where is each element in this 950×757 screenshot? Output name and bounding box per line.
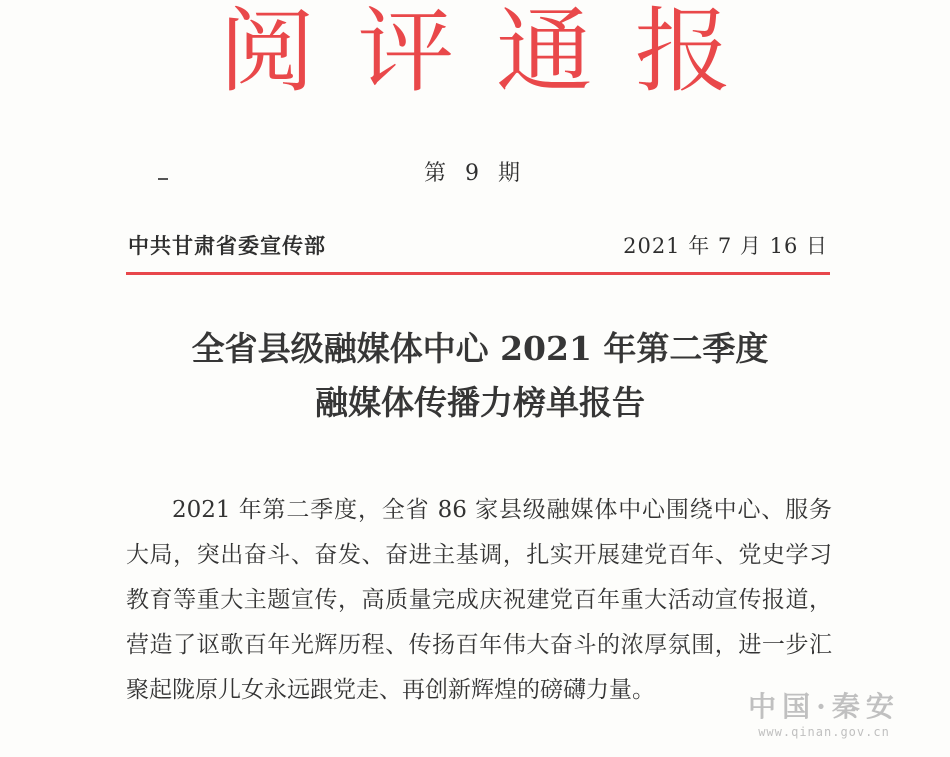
watermark-title: 中国·秦安 [748,690,900,723]
red-divider-line [126,272,830,275]
watermark [724,690,924,740]
issue-number: 第 9 期 [424,161,526,186]
article-title-line-2: 融媒体传播力榜单报告 [315,383,645,422]
issue-date: 2021 年 7 月 16 日 [623,234,828,258]
watermark-url: www.qinan.gov.cn [758,725,890,739]
article-paragraph: 2021 年第二季度，全省 86 家县级融媒体中心围绕中心、服务大局，突出奋斗、奋发、奋进主基调，扎实开展建党百年、党史学习教育等重大主题宣传，高质量完成庆祝建党百年重大活动宣传报道，营造了讴歌百年光辉历程、传扬百年伟大奋斗的浓厚氛围，进一步汇聚起陇原儿女永远跟党走、再创新辉煌的磅礴力量。 [126,497,832,703]
issuer-name: 中共甘肃省委宣传部 [128,233,326,258]
article-title [110,322,850,430]
article-title-line-1: 全省县级融媒体中心 2021 年第二季度 [191,329,769,368]
masthead-title: 阅评通报 [218,0,774,105]
